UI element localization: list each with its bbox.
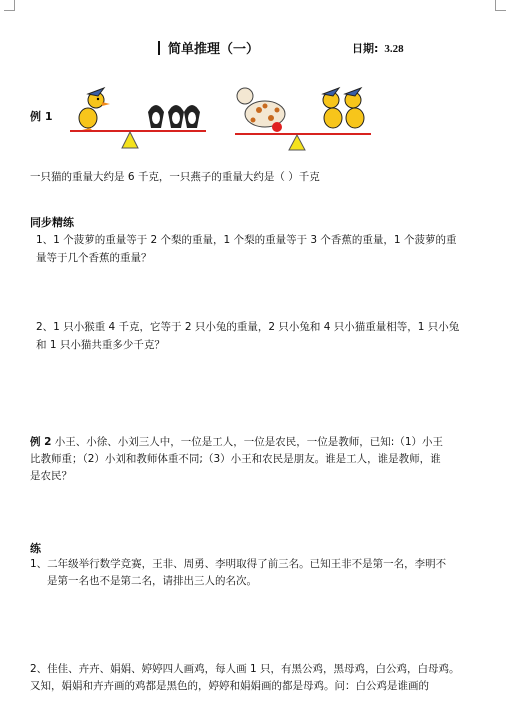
exercise-q1-line2: 是第一名也不是第二名，请排出三人的名次。 — [47, 575, 257, 587]
balance-duck-swallows-image — [70, 78, 210, 156]
practice-q2-line2: 和 1 只小猫共重多少千克？ — [36, 339, 165, 351]
exercise-heading: 练 — [30, 542, 41, 555]
exercise-q2-line1: 2、佳佳、卉卉、娟娟、婷婷四人画鸡，每人画 1 只，有黑公鸡，黑母鸡，白公鸡，白母鸡。 — [30, 663, 460, 675]
exercise-q2-line2: 又知，娟娟和卉卉画的鸡都是黑色的，婷婷和娟娟画的都是母鸡。问：白公鸡是谁画的 — [30, 680, 429, 692]
example2-line1: 例 2 小王、小徐、小刘三人中，一位是工人，一位是农民，一位是教师，已知:（1）小王 — [30, 436, 444, 448]
example2-label: 例 2 — [30, 436, 52, 448]
cat-icon — [237, 88, 285, 127]
duck-pair-icon — [323, 88, 364, 128]
practice-q1-line2: 量等于几个香蕉的重量？ — [36, 252, 152, 264]
page-title: 简单推理（一） — [158, 38, 259, 57]
duck-icon — [79, 88, 110, 130]
crop-mark-top-left — [4, 0, 15, 11]
ball-icon — [272, 122, 282, 132]
example1-question: 一只猫的重量大约是 6 千克，一只燕子的重量大约是（ ）千克 — [30, 171, 320, 183]
example1-label: 例 1 — [30, 110, 53, 123]
crop-mark-top-right — [495, 0, 506, 11]
practice-heading: 同步精练 — [30, 216, 74, 229]
example2-line3: 是农民？ — [30, 470, 72, 482]
title-bar — [158, 41, 160, 55]
example2-line2: 比教师重；（2）小刘和教师体重不同;（3）小王和农民是朋友。谁是工人，谁是教师，谁 — [30, 453, 441, 465]
exercise-q1-line1: 1、二年级举行数学竞赛，王非、周勇、李明取得了前三名。已知王非不是第一名，李明不 — [30, 558, 447, 570]
practice-q2-line1: 2、1 只小猴重 4 千克，它等于 2 只小兔的重量，2 只小兔和 4 只小猫重量相等，1 只小兔 — [36, 321, 460, 333]
practice-q1-line1: 1、1 个菠萝的重量等于 2 个梨的重量，1 个梨的重量等于 3 个香蕉的重量，1 个菠萝的重 — [36, 234, 457, 246]
swallow-icon — [148, 105, 200, 128]
date-field: 日期: 3.28 — [352, 42, 404, 55]
balance-cat-ducks-image — [235, 78, 375, 156]
